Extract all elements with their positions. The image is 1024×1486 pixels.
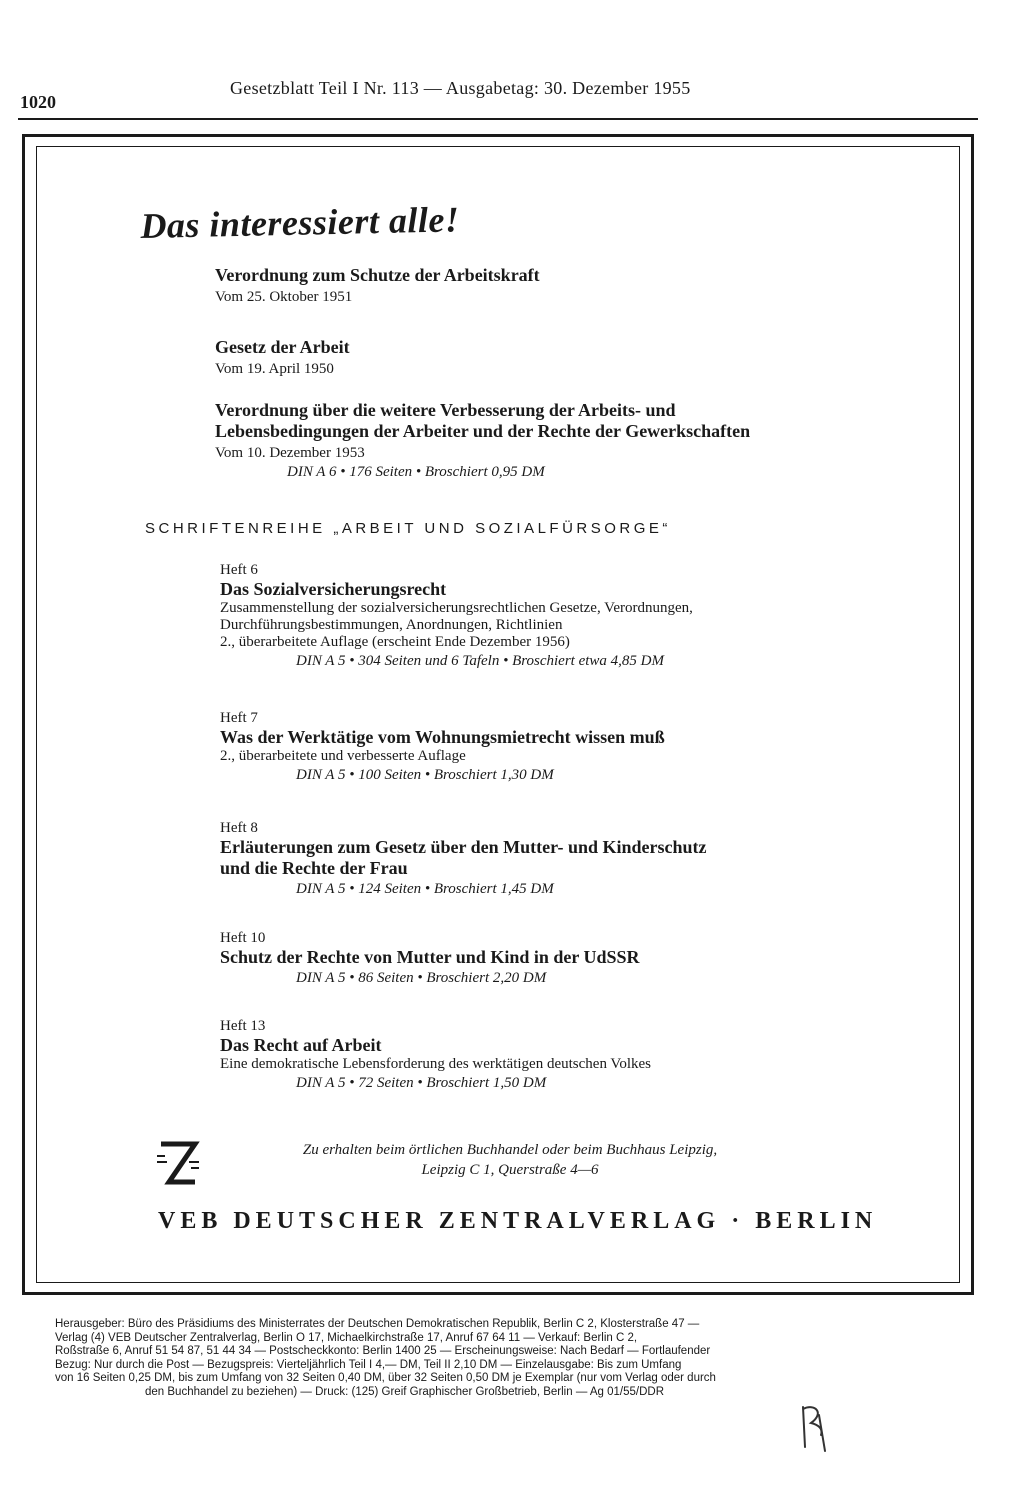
law-title: Verordnung über die weitere Verbesserung der Arbeits- und [215,400,676,420]
law-date: Vom 19. April 1950 [215,361,334,377]
slogan: Das interessiert alle! [140,199,460,246]
impressum-line: Herausgeber: Büro des Präsidiums des Ministerrates der Deutschen Demokratischen Republik, Berlin C 2, Klosterstraße 47 — [55,1318,700,1330]
law-date: Vom 10. Dezember 1953 [215,445,365,461]
law-title: Verordnung zum Schutze der Arbeitskraft [215,265,540,285]
heft-label: Heft 10 [220,930,266,946]
heft-item [220,710,860,784]
heft-spec: DIN A 5 • 86 Seiten • Broschiert 2,20 DM [296,970,547,986]
heft-description: Durchführungsbestimmungen, Anordnungen, Richtlinien [220,617,563,633]
impressum-line: Roßstraße 6, Anruf 51 54 87, 51 44 34 — Postscheckkonto: Berlin 1400 25 — Erscheinungsweise: Nach Bedarf — Fortlaufender [55,1345,711,1357]
heft-description: Zusammenstellung der sozialversicherungsrechtlichen Gesetze, Verordnungen, [220,600,693,616]
law-title: Gesetz der Arbeit [215,337,350,357]
heft-spec: DIN A 5 • 304 Seiten und 6 Tafeln • Broschiert etwa 4,85 DM [296,653,664,669]
heft-label: Heft 7 [220,710,258,726]
handwritten-signature-icon [785,1395,845,1455]
heft-spec: DIN A 5 • 72 Seiten • Broschiert 1,50 DM [296,1075,547,1091]
law-title: Lebensbedingungen der Arbeiter und der Rechte der Gewerkschaften [215,421,751,441]
law-spec: DIN A 6 • 176 Seiten • Broschiert 0,95 DM [287,464,545,480]
heft-title: und die Rechte der Frau [220,858,408,878]
law-item [215,337,855,378]
heft-item [220,820,860,898]
heft-label: Heft 8 [220,820,258,836]
page-header: Gesetzblatt Teil I Nr. 113 — Ausgabetag: 30. Dezember 1955 [230,78,691,98]
heft-label: Heft 13 [220,1018,266,1034]
heft-item [220,930,860,987]
publisher-logo-icon [155,1138,201,1190]
law-date: Vom 25. Oktober 1951 [215,289,353,305]
distribution-line: Zu erhalten beim örtlichen Buchhandel oder beim Buchhaus Leipzig, [302,1142,718,1158]
heft-item [220,562,880,670]
page-number: 1020 [20,92,56,112]
heft-title: Was der Werktätige vom Wohnungsmietrecht wissen muß [220,727,665,747]
heft-description: Eine demokratische Lebensforderung des werktätigen deutschen Volkes [220,1056,651,1072]
heft-spec: DIN A 5 • 124 Seiten • Broschiert 1,45 DM [296,881,554,897]
header-rule [18,118,978,120]
impressum-line: Bezug: Nur durch die Post — Bezugspreis: Vierteljährlich Teil I 4,— DM, Teil II 2,10 DM — Einzelausgabe: Bis zum Umfang [55,1358,682,1371]
heft-title: Erläuterungen zum Gesetz über den Mutter- und Kinderschutz [220,837,707,857]
heft-spec: DIN A 5 • 100 Seiten • Broschiert 1,30 DM [296,767,554,783]
law-item [215,400,875,481]
series-heading: SCHRIFTENREIHE „ARBEIT UND SOZIALFÜRSORGE“ [145,520,671,537]
heft-description: 2., überarbeitete und verbesserte Auflage [220,748,466,764]
heft-item [220,1018,860,1092]
distribution-note [230,1140,790,1180]
heft-title: Schutz der Rechte von Mutter und Kind in der UdSSR [220,947,640,967]
heft-label: Heft 6 [220,562,258,578]
impressum-line: den Buchhandel zu beziehen) — Druck: (125) Greif Graphischer Großbetrieb, Berlin — Ag 01/55/DDR [145,1385,665,1398]
impressum-line: Verlag (4) VEB Deutscher Zentralverlag, Berlin O 17, Michaelkirchstraße 17, Anruf 67 64 11 — Verkauf: Berlin C 2, [55,1331,638,1344]
distribution-line: Leipzig C 1, Querstraße 4—6 [421,1162,599,1178]
heft-title: Das Recht auf Arbeit [220,1035,382,1055]
impressum [55,1318,970,1399]
heft-description: 2., überarbeitete Auflage (erscheint Ende Dezember 1956) [220,634,570,650]
publisher-name: VEB DEUTSCHER ZENTRALVERLAG · BERLIN [158,1208,878,1234]
law-item [215,265,855,306]
heft-title: Das Sozialversicherungsrecht [220,579,447,599]
impressum-line: von 16 Seiten 0,25 DM, bis zum Umfang von 32 Seiten 0,40 DM, über 32 Seiten 0,50 DM je Exemplar (nur vom Verlag oder durch [55,1372,716,1384]
